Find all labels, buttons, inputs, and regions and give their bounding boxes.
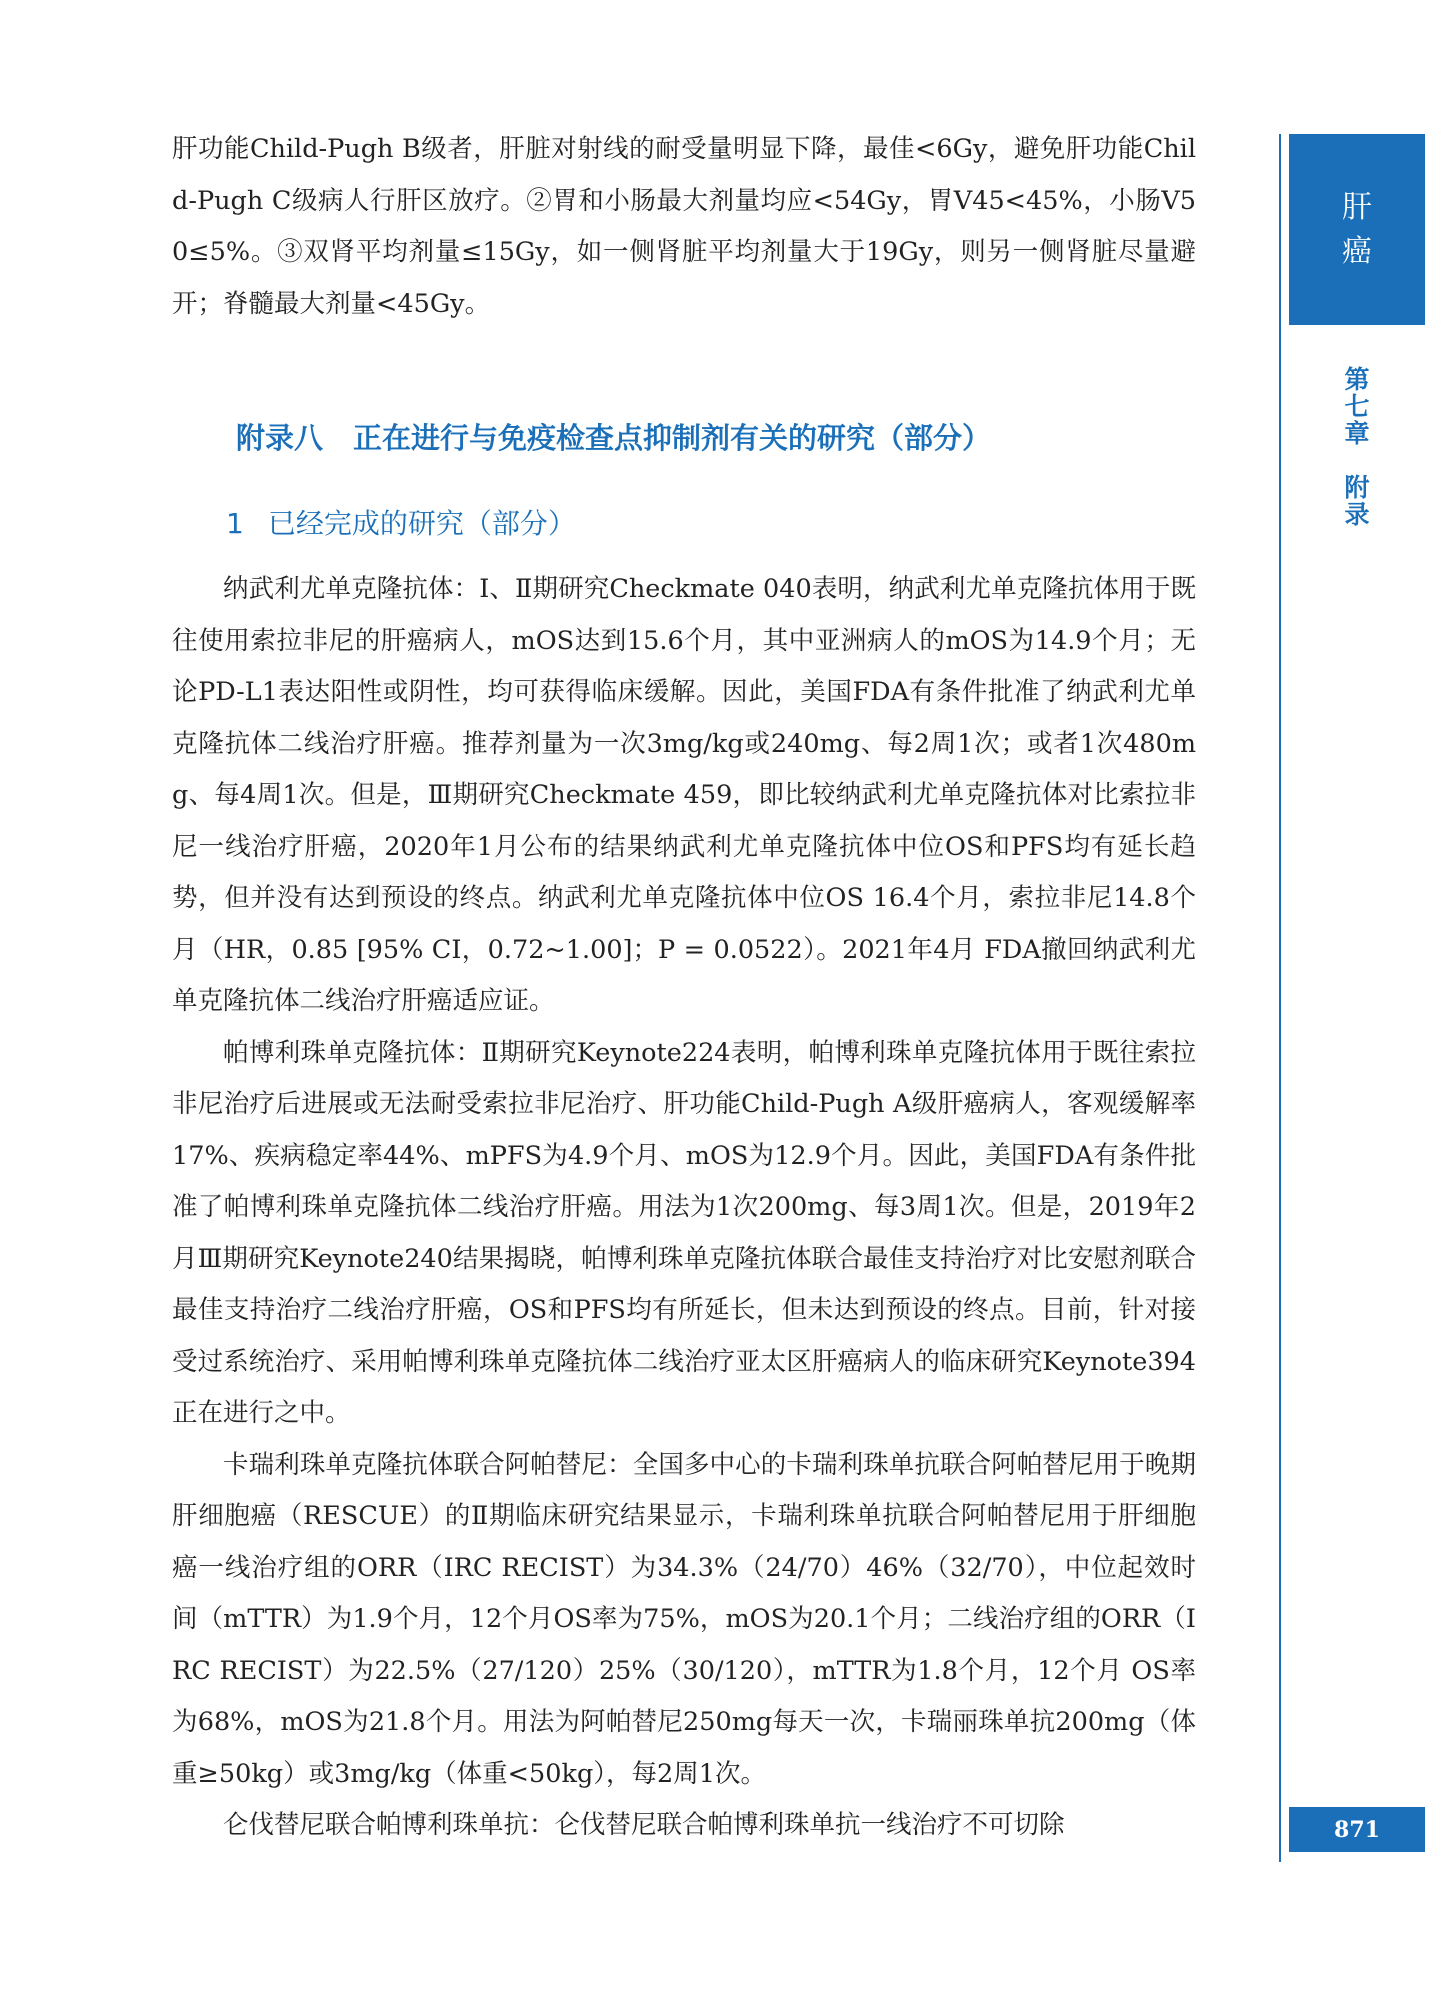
section-heading [226, 504, 1196, 544]
paragraph-lenvatinib: 仑伐替尼联合帕博利珠单抗：仑伐替尼联合帕博利珠单抗一线治疗不可切除 [223, 1810, 1065, 1840]
chapter-tab-char: 肝 [1342, 189, 1372, 225]
side-appendix-char: 附 [1344, 473, 1370, 502]
side-appendix-char: 录 [1344, 500, 1370, 529]
appendix-title: 正在进行与免疫检查点抑制剂有关的研究（部分） [353, 421, 992, 455]
appendix-number: 附录八 [236, 421, 324, 455]
paragraph-nivolumab: 纳武利尤单克隆抗体：Ⅰ、Ⅱ期研究Checkmate 040表明，纳武利尤单克隆抗体用于既往使用索拉非尼的肝癌病人，mOS达到15.6个月，其中亚洲病人的mOS为14.9个月；无论PD-L1表达阳性或阴性，均可获得临床缓解。因此，美国FDA有条件批准了纳武利尤单克隆抗体二线治疗肝癌。推荐剂量为一次3mg/kg或240mg、每2周1次；或者1次480mg、每4周1次。但是，Ⅲ期研究Checkmate 459，即比较纳武利尤单克隆抗体对比索拉非尼一线治疗肝癌，2020年1月公布的结果纳武利尤单克隆抗体中位OS和PFS均有延长趋势，但并没有达到预设的终点。纳武利尤单克隆抗体中位OS 16.4个月，索拉非尼14.8个月（HR，0.85 [95% CI，0.72~1.00]；P = 0.0522）。2021年4月 FDA撤回纳武利尤单克隆抗体二线治疗肝癌适应证。 [172, 574, 1196, 1016]
paragraph-pembrolizumab: 帕博利珠单克隆抗体：Ⅱ期研究Keynote224表明，帕博利珠单克隆抗体用于既往索拉非尼治疗后进展或无法耐受索拉非尼治疗、肝功能Child-Pugh A级肝癌病人，客观缓解率17%、疾病稳定率44%、mPFS为4.9个月、mOS为12.9个月。因此，美国FDA有条件批准了帕博利珠单克隆抗体二线治疗肝癌。用法为1次200mg、每3周1次。但是，2019年2月Ⅲ期研究Keynote240结果揭晓，帕博利珠单克隆抗体联合最佳支持治疗对比安慰剂联合最佳支持治疗二线治疗肝癌，OS和PFS均有所延长，但未达到预设的终点。目前，针对接受过系统治疗、采用帕博利珠单克隆抗体二线治疗亚太区肝癌病人的临床研究Keynote394正在进行之中。 [172, 1037, 1196, 1428]
side-chapter-char: 章 [1344, 419, 1370, 448]
side-chapter-char: 七 [1344, 392, 1370, 421]
chapter-tab [1289, 134, 1425, 325]
side-appendix-label [1289, 474, 1425, 528]
main-content [172, 124, 1196, 1852]
section-title: 已经完成的研究（部分） [267, 507, 576, 540]
side-chapter-label [1289, 366, 1425, 447]
paragraph-camrelizumab: 卡瑞利珠单克隆抗体联合阿帕替尼：全国多中心的卡瑞利珠单抗联合阿帕替尼用于晚期肝细胞癌（RESCUE）的Ⅱ期临床研究结果显示，卡瑞利珠单抗联合阿帕替尼用于肝细胞癌一线治疗组的ORR（IRC RECIST）为34.3%（24/70）46%（32/70），中位起效时间（mTTR）为1.9个月，12个月OS率为75%，mOS为20.1个月；二线治疗组的ORR（IRC RECIST）为22.5%（27/120）25%（30/120），mTTR为1.8个月，12个月 OS率为68%，mOS为21.8个月。用法为阿帕替尼250mg每天一次，卡瑞丽珠单抗200mg（体重≥50kg）或3mg/kg（体重<50kg），每2周1次。 [172, 1449, 1196, 1789]
section-number: 1 [226, 507, 244, 540]
margin-rule [1279, 134, 1281, 1862]
chapter-tab-char: 癌 [1342, 233, 1372, 269]
continued-paragraph: 肝功能Child-Pugh B级者，肝脏对射线的耐受量明显下降，最佳<6Gy，避免肝功能Child-Pugh C级病人行肝区放疗。②胃和小肠最大剂量均应<54Gy，胃V45<45%，小肠V50≤5%。③双肾平均剂量≤15Gy，如一侧肾脏平均剂量大于19Gy，则另一侧肾脏尽量避开；脊髓最大剂量<45Gy。 [172, 134, 1196, 319]
side-chapter-char: 第 [1344, 365, 1370, 394]
page-number: 871 [1289, 1807, 1425, 1852]
appendix-heading [236, 418, 1196, 458]
